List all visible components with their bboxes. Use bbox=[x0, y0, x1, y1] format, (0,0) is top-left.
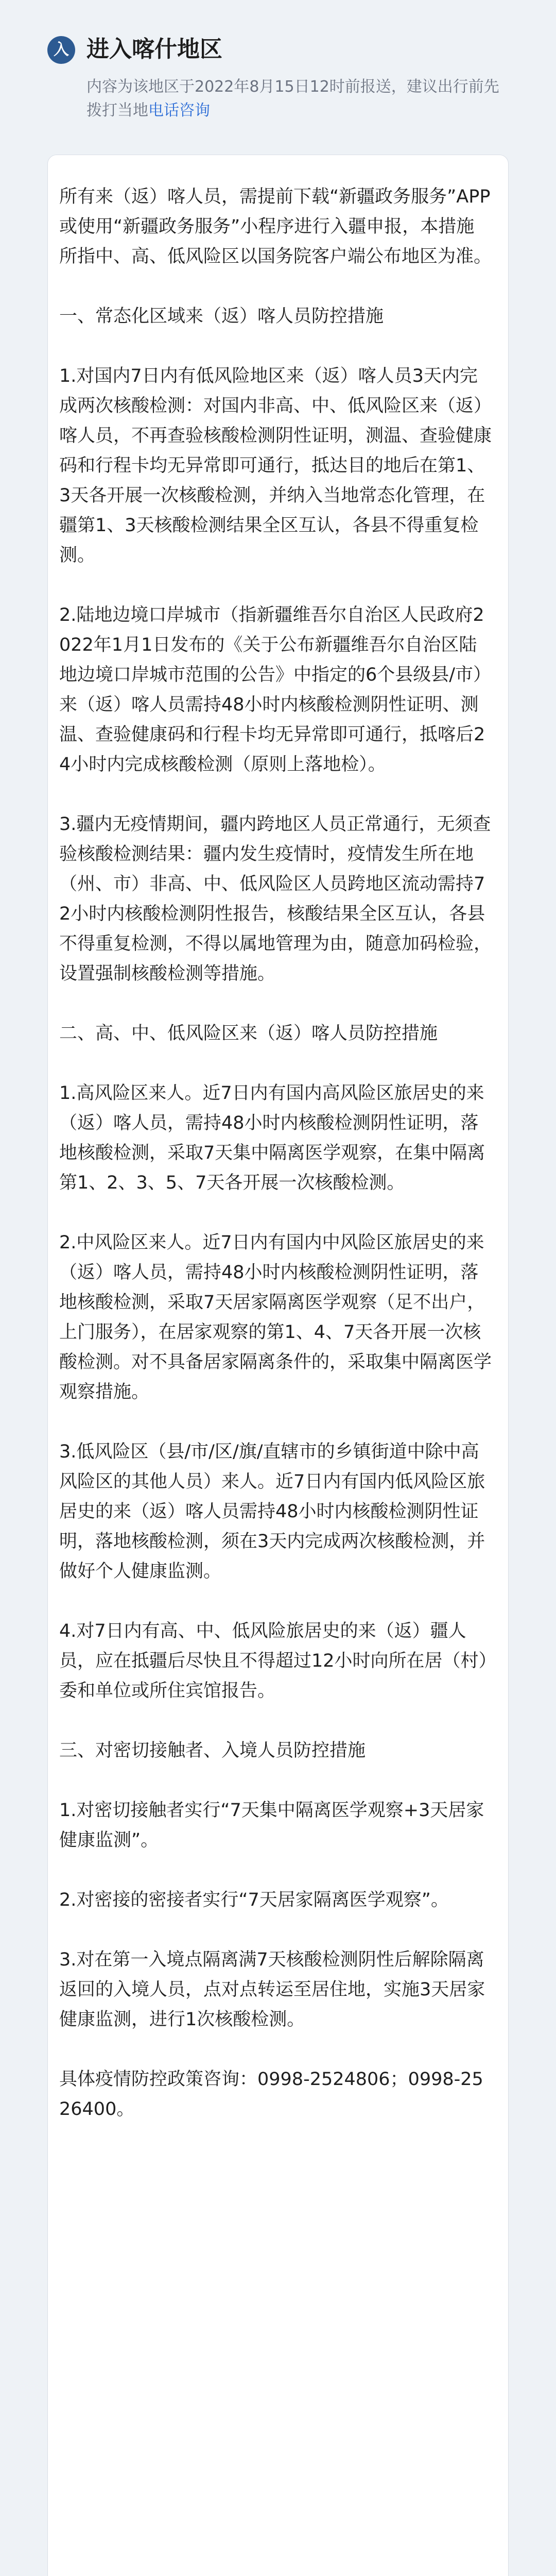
intro-paragraph: 所有来（返）喀人员，需提前下载“新疆政务服务”APP或使用“新疆政务服务”小程序进行入疆申报，本措施所指中、高、低风险区以国务院客户端公布地区为准。 bbox=[59, 187, 492, 267]
section-heading: 一、常态化区域来（返）喀人员防控措施 bbox=[59, 306, 384, 327]
header-subtitle bbox=[86, 75, 509, 123]
list-item: 1.高风险区来人。近7日内有国内高风险区旅居史的来（返）喀人员，需持48小时内核酸检测阴性证明，落地核酸检测，采取7天集中隔离医学观察，在集中隔离第1、2、3、5、7天各开展一次核酸检测。 bbox=[59, 1083, 485, 1193]
policy-card bbox=[47, 155, 509, 2576]
subtitle-text: 内容为该地区于2022年8月15日12时前报送，建议出行前先拨打当地 bbox=[86, 78, 499, 120]
section-heading: 三、对密切接触者、入境人员防控措施 bbox=[59, 1740, 366, 1761]
list-item: 3.疆内无疫情期间，疆内跨地区人员正常通行，无须查验核酸检测结果：疆内发生疫情时，疫情发生所在地（州、市）非高、中、低风险区人员跨地区流动需持72小时内核酸检测阴性报告，核酸结果全区互认，各县不得重复检测，不得以属地管理为由，随意加码检验，设置强制核酸检测等措施。 bbox=[59, 814, 492, 984]
section-heading: 二、高、中、低风险区来（返）喀人员防控措施 bbox=[59, 1023, 438, 1044]
enter-badge-icon: 入 bbox=[47, 36, 75, 64]
page-title: 进入喀什地区 bbox=[86, 36, 222, 62]
contact-paragraph: 具体疫情防控政策咨询：0998-2524806；0998-2526400。 bbox=[59, 2069, 483, 2120]
list-item: 2.对密接的密接者实行“7天居家隔离医学观察”。 bbox=[59, 1890, 449, 1910]
list-item: 4.对7日内有高、中、低风险旅居史的来（返）疆人员，应在抵疆后尽快且不得超过12小时向所在居（村）委和单位或所住宾馆报告。 bbox=[59, 1621, 488, 1701]
policy-content bbox=[59, 182, 492, 2154]
list-item: 2.中风险区来人。近7日内有国内中风险区旅居史的来（返）喀人员，需持48小时内核酸检测阴性证明，落地核酸检测，采取7天居家隔离医学观察（足不出户，上门服务），在居家观察的第1、4、7天各开展一次核酸检测。对不具备居家隔离条件的，采取集中隔离医学观察措施。 bbox=[59, 1232, 492, 1402]
phone-consult-link[interactable]: 电话咨询 bbox=[148, 101, 210, 120]
list-item: 3.对在第一入境点隔离满7天核酸检测阴性后解除隔离返回的入境人员，点对点转运至居住地，实施3天居家健康监测，进行1次核酸检测。 bbox=[59, 1950, 485, 2030]
list-item: 1.对密切接触者实行“7天集中隔离医学观察+3天居家健康监测”。 bbox=[59, 1800, 484, 1851]
header bbox=[0, 0, 556, 129]
list-item: 3.低风险区（县/市/区/旗/直辖市的乡镇街道中除中高风险区的其他人员）来人。近7日内有国内低风险区旅居史的来（返）喀人员需持48小时内核酸检测阴性证明，落地核酸检测，须在3天内完成两次核酸检测，并做好个人健康监测。 bbox=[59, 1442, 485, 1582]
list-item: 1.对国内7日内有低风险地区来（返）喀人员3天内完成两次核酸检测：对国内非高、中、低风险区来（返）喀人员，不再查验核酸检测阴性证明，测温、查验健康码和行程卡均无异常即可通行，抵达目的地后在第1、3天各开展一次核酸检测，并纳入当地常态化管理，在疆第1、3天核酸检测结果全区互认，各县不得重复检测。 bbox=[59, 366, 492, 566]
list-item: 2.陆地边境口岸城市（指新疆维吾尔自治区人民政府2022年1月1日发布的《关于公布新疆维吾尔自治区陆地边境口岸城市范围的公告》中指定的6个县级县/市）来（返）喀人员需持48小时内核酸检测阴性证明、测温、查验健康码和行程卡均无异常即可通行，抵喀后24小时内完成核酸检测（原则上落地检）。 bbox=[59, 605, 492, 775]
